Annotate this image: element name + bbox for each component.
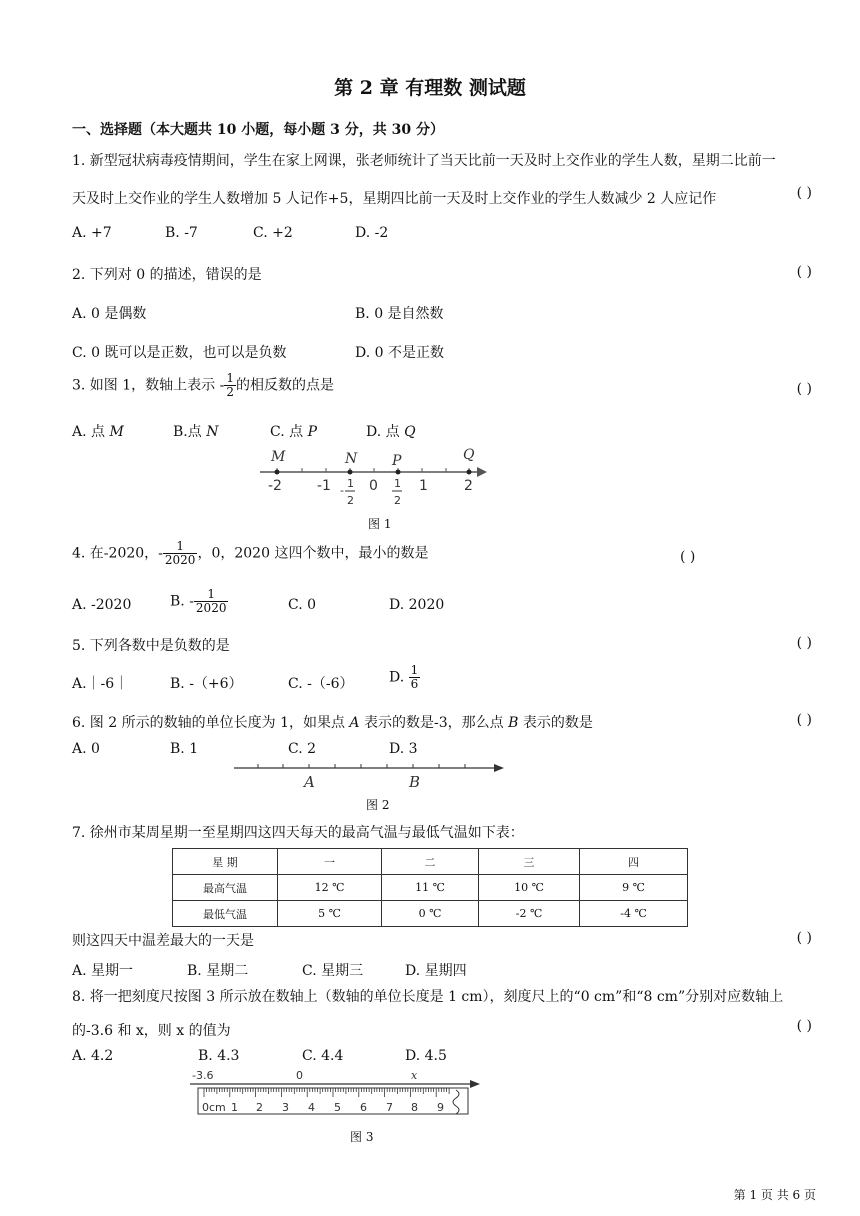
q3-option-a: A. 点 M: [72, 424, 124, 440]
table-cell: 星 期: [173, 849, 278, 875]
q2-answer-paren: ( ): [796, 264, 812, 280]
axis-label-0: 0: [296, 1069, 303, 1082]
q1-option-b: B. -7: [165, 225, 198, 241]
q4-text: 4. 在-2020，- $\frac{1}{2020}$ ，0，2020 这四个数中，最小的数是: [72, 539, 429, 567]
q1-option-c: C. +2: [253, 225, 293, 241]
figure-1-number-line: [255, 446, 495, 512]
q2-text: 2. 下列对 0 的描述，错误的是: [72, 267, 262, 283]
point-p: [396, 470, 401, 475]
svg-text:2: 2: [347, 494, 354, 507]
page-footer: 第 1 页 共 6 页: [733, 1188, 816, 1202]
table-row: [173, 875, 688, 901]
q8-option-d: D. 4.5: [405, 1048, 447, 1064]
table-cell: 5 ℃: [278, 901, 382, 927]
q3-text-post: 的相反数的点是: [236, 377, 334, 394]
tick-label-neg2: -2: [268, 478, 282, 494]
svg-text:1: 1: [394, 477, 401, 490]
table-cell: 最高气温: [173, 875, 278, 901]
axis-label-x: x: [411, 1069, 418, 1082]
ruler-label: 1: [231, 1101, 238, 1114]
axis-label-neg3-6: -3.6: [192, 1069, 214, 1082]
ruler-label: 3: [282, 1101, 289, 1114]
ruler-label: 6: [360, 1101, 367, 1114]
svg-text:2: 2: [394, 494, 401, 507]
q3-answer-paren: ( ): [796, 381, 812, 397]
q5-answer-paren: ( ): [796, 635, 812, 651]
q3-option-c: C. 点 P: [270, 424, 317, 440]
tick-label-0: 0: [369, 478, 378, 494]
tick-label-1: 1: [419, 478, 428, 494]
q3-frac-den: 2: [226, 385, 234, 399]
q1-text: 1. 新型冠状病毒疫情期间，学生在家上网课，张老师统计了当天比前一天及时上交作业的学生人数，星期二比前一天及时上交作业的学生人数增加 5 人记作+5，星期四比前一天及时上交作业的学生人数减少 2 人应记作: [72, 153, 776, 207]
table-cell: -2 ℃: [479, 901, 580, 927]
q7-option-c: C. 星期三: [302, 963, 364, 979]
axis-arrow: [477, 467, 487, 477]
figure-2-caption: 图 2: [366, 798, 390, 812]
svg-text:1: 1: [347, 477, 354, 490]
ruler-label: 5: [334, 1101, 341, 1114]
q7-answer-paren: ( ): [796, 930, 812, 946]
label-q: Q: [463, 447, 475, 463]
q5-option-d: D. $\frac{1}{6}$: [389, 663, 419, 691]
q2-option-b: B. 0 是自然数: [355, 306, 444, 322]
temperature-table: [172, 848, 688, 927]
table-cell: 最低气温: [173, 901, 278, 927]
q7-option-b: B. 星期二: [187, 963, 249, 979]
label-a: A: [304, 773, 315, 791]
q3-text-pre: 3. 如图 1，数轴上表示 -: [72, 377, 225, 394]
q2-option-a: A. 0 是偶数: [72, 306, 147, 322]
q3-option-d: D. 点 Q: [366, 424, 416, 440]
q1-option-a: A. +7: [72, 225, 112, 241]
q3-option-b: B.点 N: [173, 424, 219, 440]
q3-text: [72, 372, 334, 399]
q2-option-c: C. 0 既可以是正数，也可以是负数: [72, 345, 287, 361]
q7-text: 7. 徐州市某周星期一至星期四这四天每天的最高气温与最低气温如下表：: [72, 825, 524, 841]
ruler-label: 8: [411, 1101, 418, 1114]
table-header-row: [173, 849, 688, 875]
tick-label-neg1: -1: [317, 478, 331, 494]
ruler-label: 0cm: [202, 1101, 226, 1114]
q8-option-b: B. 4.3: [198, 1048, 240, 1064]
q5-text: 5. 下列各数中是负数的是: [72, 638, 230, 654]
q6-text: 6. 图 2 所示的数轴的单位长度为 1，如果点 A 表示的数是-3，那么点 B 表示的数是: [72, 715, 593, 731]
table-cell: -4 ℃: [580, 901, 688, 927]
ruler-label: 7: [386, 1101, 393, 1114]
label-m: M: [271, 449, 286, 465]
q8-text: 8. 将一把刻度尺按图 3 所示放在数轴上（数轴的单位长度是 1 cm），刻度尺上的“0 cm”和“8 cm”分别对应数轴上的-3.6 和 x，则 x 的值为: [72, 989, 784, 1039]
table-cell: 四: [580, 849, 688, 875]
q8-option-c: C. 4.4: [302, 1048, 344, 1064]
label-p: P: [392, 453, 402, 469]
q4-option-d: D. 2020: [389, 597, 445, 613]
axis-arrow: [494, 764, 504, 772]
q4-option-c: C. 0: [288, 597, 317, 613]
table-row: [173, 901, 688, 927]
figure-1-caption: 图 1: [368, 517, 392, 531]
q6-answer-paren: ( ): [796, 712, 812, 728]
page-title: 第 2 章 有理数 测试题: [334, 77, 526, 99]
q7-option-d: D. 星期四: [405, 963, 467, 979]
label-n: N: [345, 451, 358, 467]
section-heading: 一、选择题（本大题共 10 小题，每小题 3 分，共 30 分）: [72, 122, 444, 138]
ruler-label: 9: [437, 1101, 444, 1114]
q1-option-d: D. -2: [355, 225, 389, 241]
q6-option-b: B. 1: [170, 741, 199, 757]
table-cell: 12 ℃: [278, 875, 382, 901]
table-cell: 9 ℃: [580, 875, 688, 901]
q2-option-d: D. 0 不是正数: [355, 345, 444, 361]
q7-followup: 则这四天中温差最大的一天是: [72, 933, 254, 949]
q8-option-a: A. 4.2: [72, 1048, 114, 1064]
q4-option-b: B. - $\frac{1}{2020}$: [170, 587, 227, 615]
table-cell: 0 ℃: [382, 901, 479, 927]
table-cell: 三: [479, 849, 580, 875]
ruler-label: 4: [308, 1101, 315, 1114]
q6-option-c: C. 2: [288, 741, 317, 757]
q4-option-a: A. -2020: [72, 597, 132, 613]
q5-option-c: C. -（-6）: [288, 676, 354, 692]
table-cell: 一: [278, 849, 382, 875]
table-cell: 11 ℃: [382, 875, 479, 901]
q4-answer-paren: ( ): [680, 549, 696, 565]
point-q: [467, 470, 472, 475]
point-m: [275, 470, 280, 475]
figure-3-ruler: [188, 1068, 484, 1120]
label-b: B: [409, 773, 421, 791]
q3-frac-num: 1: [226, 371, 234, 385]
point-n: [348, 470, 353, 475]
figure-3-caption: 图 3: [350, 1130, 374, 1144]
tick-label-half: [392, 477, 402, 507]
table-cell: 二: [382, 849, 479, 875]
q5-option-a: A.｜-6｜: [72, 676, 129, 692]
svg-text:-: -: [340, 484, 344, 497]
tick-label-neg-half: [340, 477, 355, 507]
q5-option-b: B. -（+6）: [170, 676, 243, 692]
q1-answer-paren: ( ): [796, 185, 812, 201]
q7-option-a: A. 星期一: [72, 963, 134, 979]
q6-option-a: A. 0: [72, 741, 100, 757]
table-cell: 10 ℃: [479, 875, 580, 901]
q3-fraction: [224, 372, 236, 399]
axis-arrow: [470, 1080, 480, 1088]
q4-fraction: $\frac{1}{2020}$: [164, 539, 196, 567]
q6-option-d: D. 3: [389, 741, 418, 757]
ruler-label: 2: [256, 1101, 263, 1114]
figure-2-number-line: [230, 760, 510, 794]
tick-label-2: 2: [464, 478, 473, 494]
q8-answer-paren: ( ): [796, 1018, 812, 1034]
